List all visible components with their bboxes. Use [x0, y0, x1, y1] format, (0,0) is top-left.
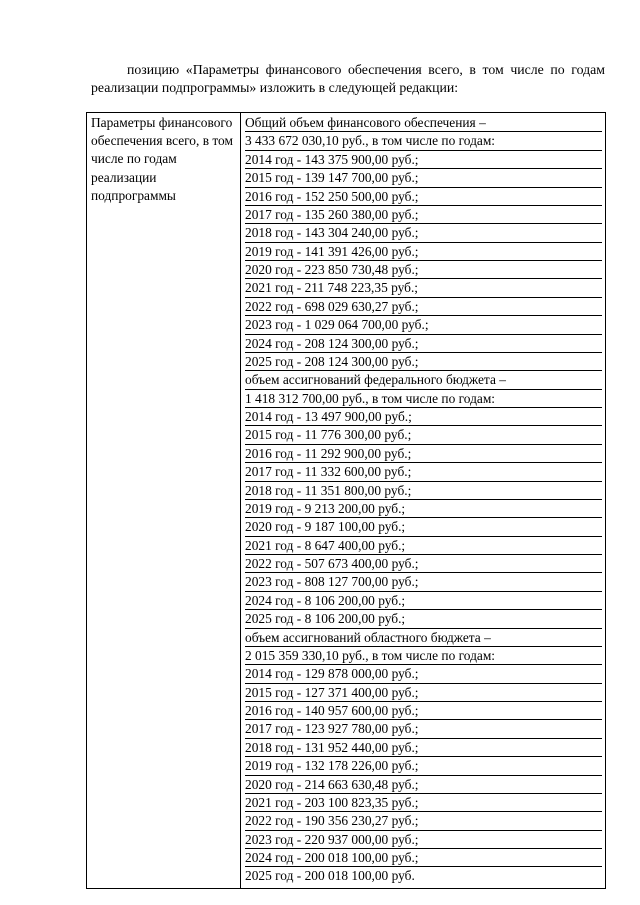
value-line: 2017 год - 135 260 380,00 руб.;: [245, 206, 602, 224]
value-line: 2023 год - 808 127 700,00 руб.;: [245, 573, 602, 591]
value-line: 2024 год - 200 018 100,00 руб.;: [245, 849, 602, 867]
value-line: 2024 год - 8 106 200,00 руб.;: [245, 592, 602, 610]
value-line: 2025 год - 200 018 100,00 руб.: [245, 868, 415, 884]
value-line: 2014 год - 129 878 000,00 руб.;: [245, 665, 602, 683]
value-line: 2021 год - 203 100 823,35 руб.;: [245, 794, 602, 812]
value-line: 2024 год - 208 124 300,00 руб.;: [245, 335, 602, 353]
value-line: Общий объем финансового обеспечения –: [245, 114, 602, 132]
value-line: 2018 год - 143 304 240,00 руб.;: [245, 224, 602, 242]
value-line: 2020 год - 214 663 630,48 руб.;: [245, 776, 602, 794]
value-line: 2018 год - 11 351 800,00 руб.;: [245, 482, 602, 500]
value-line: 2019 год - 9 213 200,00 руб.;: [245, 500, 602, 518]
parameter-label-cell: Параметры финансового обеспечения всего, в том числе по годам реализации подпрограммы: [87, 113, 241, 889]
value-line: 1 418 312 700,00 руб., в том числе по годам:: [245, 390, 602, 408]
intro-paragraph: позицию «Параметры финансового обеспечения всего, в том числе по годам реализации подпрограммы» изложить в следующей редакции:: [91, 62, 605, 95]
value-line: 2017 год - 123 927 780,00 руб.;: [245, 720, 602, 738]
value-line: 2015 год - 139 147 700,00 руб.;: [245, 169, 602, 187]
value-line: 2023 год - 1 029 064 700,00 руб.;: [245, 316, 602, 334]
value-line: 2 015 359 330,10 руб., в том числе по годам:: [245, 647, 602, 665]
value-line: 2020 год - 9 187 100,00 руб.;: [245, 518, 602, 536]
value-line: 2014 год - 13 497 900,00 руб.;: [245, 408, 602, 426]
value-line: 2019 год - 141 391 426,00 руб.;: [245, 243, 602, 261]
value-line: 2022 год - 190 356 230,27 руб.;: [245, 812, 602, 830]
value-line: 2022 год - 698 029 630,27 руб.;: [245, 298, 602, 316]
value-line: 2016 год - 152 250 500,00 руб.;: [245, 188, 602, 206]
value-line: 2022 год - 507 673 400,00 руб.;: [245, 555, 602, 573]
value-line: 2025 год - 208 124 300,00 руб.;: [245, 353, 602, 371]
value-line: 2021 год - 8 647 400,00 руб.;: [245, 537, 602, 555]
financing-parameters-table: [86, 112, 606, 889]
value-line: 2015 год - 127 371 400,00 руб.;: [245, 684, 602, 702]
value-line: 2025 год - 8 106 200,00 руб.;: [245, 610, 602, 628]
value-line: 2016 год - 140 957 600,00 руб.;: [245, 702, 602, 720]
value-line: 2020 год - 223 850 730,48 руб.;: [245, 261, 602, 279]
parameter-value-cell: [241, 113, 606, 889]
value-line: 2016 год - 11 292 900,00 руб.;: [245, 445, 602, 463]
value-line: объем ассигнований федерального бюджета –: [245, 371, 602, 389]
value-line: 2015 год - 11 776 300,00 руб.;: [245, 426, 602, 444]
value-line: 2021 год - 211 748 223,35 руб.;: [245, 279, 602, 297]
value-line: 2014 год - 143 375 900,00 руб.;: [245, 151, 602, 169]
table-row: [87, 113, 606, 889]
value-line: 2018 год - 131 952 440,00 руб.;: [245, 739, 602, 757]
value-line: 2019 год - 132 178 226,00 руб.;: [245, 757, 602, 775]
value-line: 3 433 672 030,10 руб., в том числе по годам:: [245, 132, 602, 150]
value-line: объем ассигнований областного бюджета –: [245, 629, 602, 647]
value-line: 2023 год - 220 937 000,00 руб.;: [245, 831, 602, 849]
value-line: 2017 год - 11 332 600,00 руб.;: [245, 463, 602, 481]
